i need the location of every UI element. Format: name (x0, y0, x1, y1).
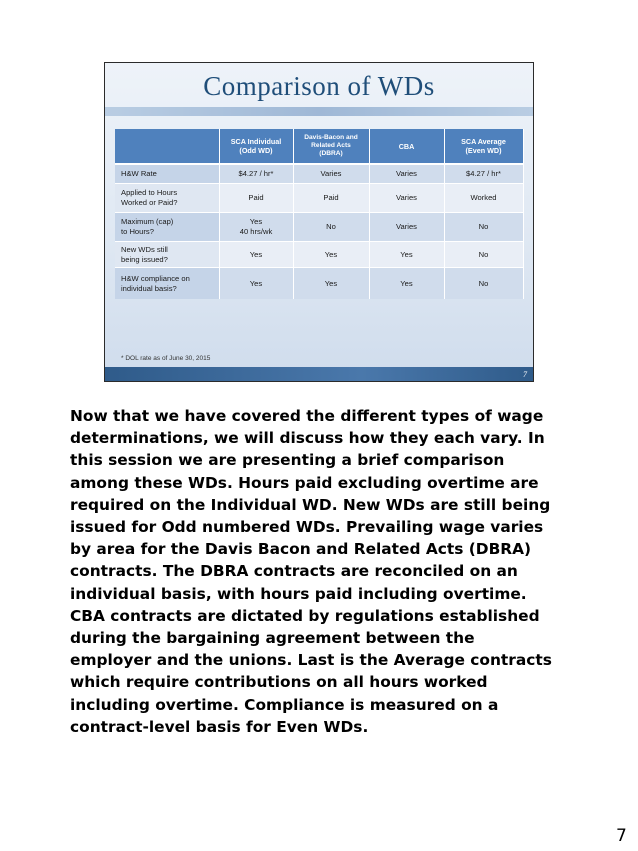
header-line: SCA Average (461, 137, 506, 146)
speaker-notes (70, 405, 570, 738)
table-cell: Worked (444, 184, 523, 213)
slide-footnote: * DOL rate as of June 30, 2015 (121, 355, 211, 362)
table-row (115, 184, 523, 213)
slide-title: Comparison of WDs (203, 71, 435, 101)
table-header-corner (115, 129, 219, 164)
table-cell: Yes 40 hrs/wk (219, 213, 293, 242)
table-row (115, 213, 523, 242)
table-cell: Yes (293, 268, 369, 300)
row-label (115, 213, 219, 242)
row-label-line: Maximum (cap) (121, 217, 174, 227)
table-cell: $4.27 / hr* (444, 164, 523, 184)
row-label (115, 184, 219, 213)
notes-line: by area for the Davis Bacon and Related Acts (DBRA) (70, 540, 532, 559)
table-row (115, 164, 523, 184)
notes-line: this session we are presenting a brief comparison (70, 451, 505, 470)
notes-line: issued for Odd numbered WDs. Prevailing wage varies (70, 518, 544, 537)
table-cell: Yes (219, 268, 293, 300)
page-number: 7 (616, 826, 627, 846)
table-cell: No (444, 268, 523, 300)
notes-line: CBA contracts are dictated by regulations established (70, 606, 540, 625)
notes-line: Now that we have covered the different types of wage (70, 407, 544, 425)
row-label-line: Worked or Paid? (121, 198, 178, 207)
header-line: (Odd WD) (239, 146, 273, 155)
slide-number: 7 (523, 370, 527, 379)
table-cell: Varies (369, 184, 444, 213)
row-label-line: being issued? (121, 254, 168, 264)
table-cell: No (444, 242, 523, 268)
notes-line: during the bargaining agreement between the (70, 629, 475, 648)
header-line: (Even WD) (465, 146, 502, 155)
table-cell: Varies (369, 213, 444, 242)
table-cell: Yes (293, 242, 369, 268)
header-line: Related Acts (311, 141, 351, 149)
slide-title-band (105, 107, 533, 116)
notes-line: among these WDs. Hours paid excluding overtime are (70, 473, 539, 492)
header-line: CBA (398, 141, 415, 151)
table-row (115, 242, 523, 268)
slide-thumbnail (104, 62, 534, 382)
table-header-cell (293, 129, 369, 164)
table-cell: No (444, 213, 523, 242)
row-label-line: H&W compliance on (121, 273, 190, 283)
row-label-line: individual basis? (121, 283, 177, 293)
notes-line: contract-level basis for Even WDs. (70, 717, 369, 736)
notes-line: which require contributions on all hours worked (70, 673, 488, 692)
table-header-cell (444, 129, 523, 164)
row-label (115, 164, 219, 184)
table-cell: Varies (293, 164, 369, 184)
header-line: SCA Individual (230, 137, 282, 146)
header-line: (DBRA) (319, 150, 343, 158)
table-cell: Yes (369, 268, 444, 300)
table-header-cell (219, 129, 293, 164)
table-cell: No (293, 213, 369, 242)
slide-footer-bar (105, 367, 533, 381)
table-cell: Yes (369, 242, 444, 268)
row-label (115, 242, 219, 268)
row-label-line: to Hours? (121, 227, 154, 236)
notes-line: including overtime. Compliance is measured on a (70, 695, 499, 714)
notes-line: contracts. The DBRA contracts are reconciled on an (70, 562, 518, 581)
row-label-line: H&W Rate (121, 169, 157, 179)
notes-line: individual basis, with hours paid including overtime. (70, 584, 527, 603)
notes-line: determinations, we will discuss how they each vary. In (70, 429, 545, 448)
notes-line: required on the Individual WD. New WDs are still being (70, 495, 551, 514)
table-cell: Paid (219, 184, 293, 213)
table-header-cell (369, 129, 444, 164)
header-line: Davis-Bacon and (304, 133, 358, 141)
table-cell: Yes (219, 242, 293, 268)
table-row (115, 268, 523, 300)
table-header-row (115, 129, 523, 164)
table-cell: Varies (369, 164, 444, 184)
table-cell: $4.27 / hr* (219, 164, 293, 184)
row-label-line: Applied to Hours (121, 188, 178, 198)
notes-line: employer and the unions. Last is the Average contracts (70, 651, 552, 670)
comparison-table (115, 129, 524, 299)
table-cell: Paid (293, 184, 369, 213)
row-label-line: New WDs still (121, 244, 168, 254)
row-label (115, 268, 219, 300)
